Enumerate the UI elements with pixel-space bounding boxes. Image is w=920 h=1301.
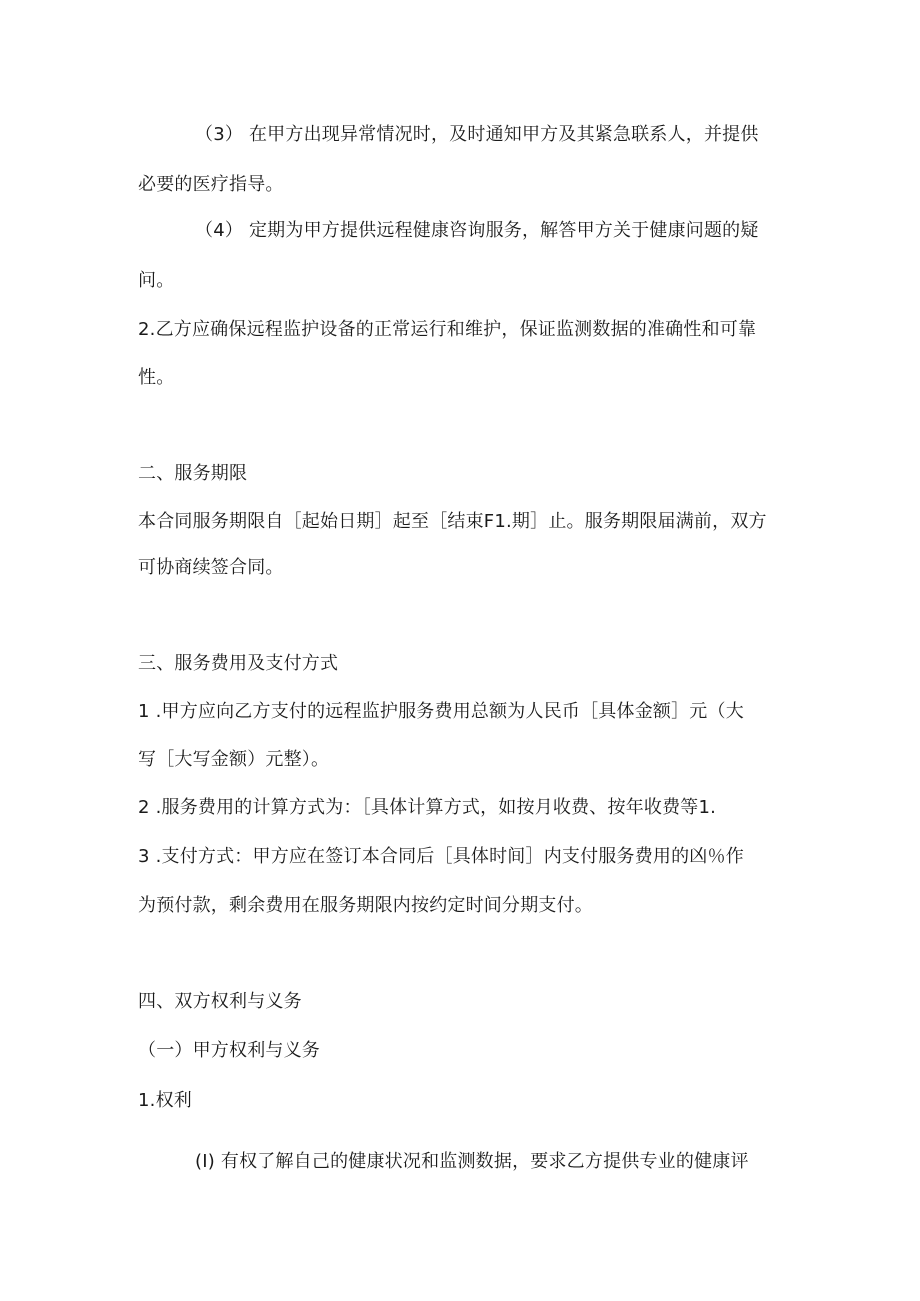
- clause-3-line-2: 必要的医疗指导。: [138, 174, 284, 195]
- clause-3-line-1: （3） 在甲方出现异常情况时，及时通知甲方及其紧急联系人，并提供: [195, 124, 759, 145]
- fees-item-3-line-2: 为预付款，剩余费用在服务期限内按约定时间分期支付。: [138, 895, 593, 916]
- fees-item-3-line-1: 3 .支付方式：甲方应在签订本合同后［具体时间］内支付服务费用的凶％作: [138, 846, 744, 867]
- item-2-line-2: 性。: [138, 367, 175, 388]
- item-2-line-1: 2.乙方应确保远程监护设备的正常运行和维护，保证监测数据的准确性和可靠: [138, 319, 757, 340]
- term-paragraph-line-1: 本合同服务期限自［起始日期］起至［结束F1.期］止。服务期限届满前，双方: [138, 511, 767, 532]
- fees-item-1-line-2: 写［大写金额）元整）。: [138, 749, 330, 770]
- term-paragraph-line-2: 可协商续签合同。: [138, 557, 284, 578]
- subsection-heading-party-a: （一）甲方权利与义务: [138, 1040, 320, 1061]
- section-heading-term: 二、服务期限: [138, 463, 248, 484]
- clause-4-line-2: 问。: [138, 270, 175, 291]
- fees-item-2: 2 .服务费用的计算方式为：［具体计算方式，如按月收费、按年收费等1.: [138, 797, 717, 818]
- fees-item-1-line-1: 1 .甲方应向乙方支付的远程监护服务费用总额为人民币［具体金额］元（大: [138, 701, 744, 722]
- rights-heading: 1.权利: [138, 1090, 192, 1111]
- rights-item-1-line-1: (I) 有权了解自己的健康状况和监测数据，要求乙方提供专业的健康评: [195, 1151, 749, 1172]
- section-heading-fees: 三、服务费用及支付方式: [138, 653, 339, 674]
- section-heading-rights: 四、双方权利与义务: [138, 991, 302, 1012]
- clause-4-line-1: （4） 定期为甲方提供远程健康咨询服务，解答甲方关于健康问题的疑: [195, 220, 759, 241]
